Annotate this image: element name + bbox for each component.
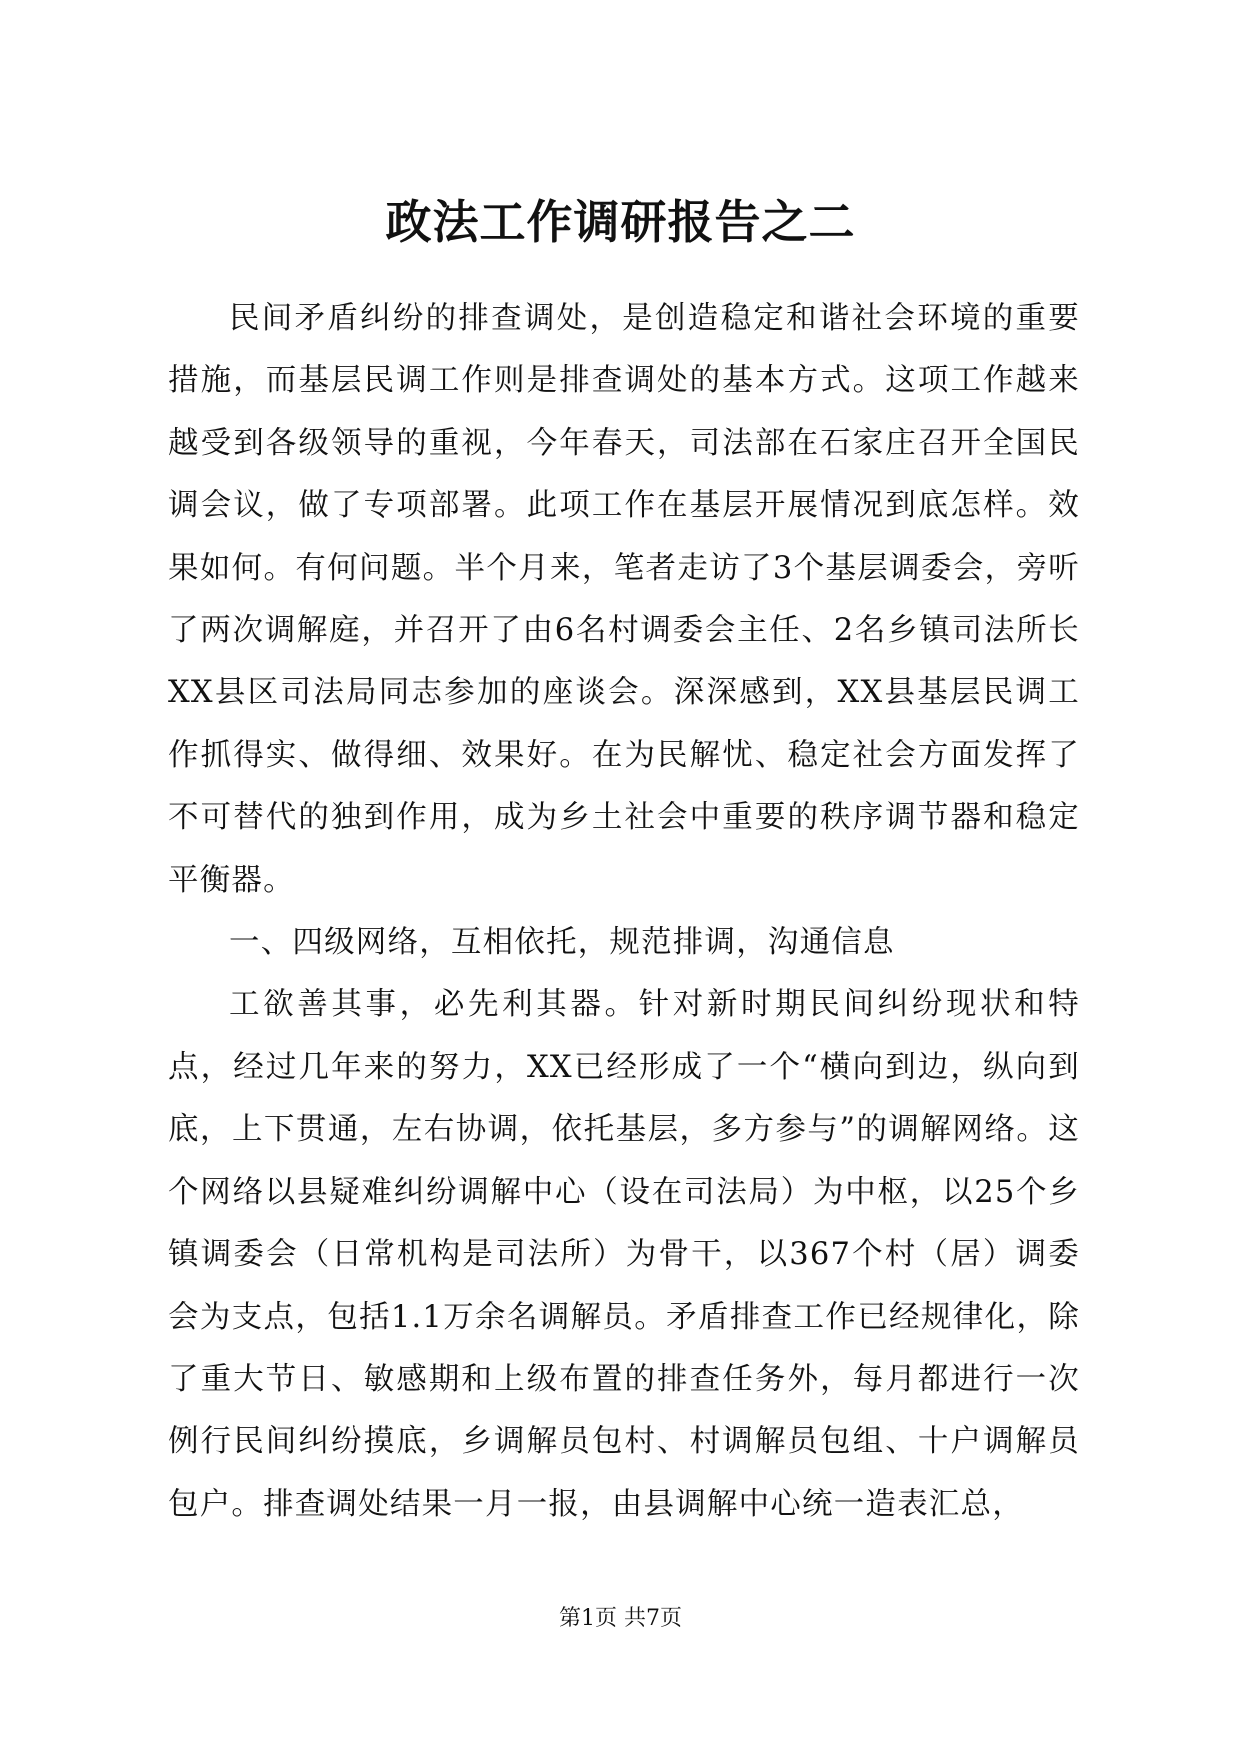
intro-paragraph: 民间矛盾纠纷的排查调处，是创造稳定和谐社会环境的重要措施，而基层民调工作则是排查调处的基本方式。这项工作越来越受到各级领导的重视，今年春天，司法部在石家庄召开全国民调会议，做了专项部署。此项工作在基层开展情况到底怎样。效果如何。有何问题。半个月来，笔者走访了3个基层调委会，旁听了两次调解庭，并召开了由6名村调委会主任、2名乡镇司法所长XX县区司法局同志参加的座谈会。深深感到，XX县基层民调工作抓得实、做得细、效果好。在为民解忧、稳定社会方面发挥了不可替代的独到作用，成为乡土社会中重要的秩序调节器和稳定平衡器。 bbox=[168, 301, 1080, 898]
document-title: 政法工作调研报告之二 bbox=[385, 195, 856, 249]
section-heading: 一、四级网络，互相依托，规范排调，沟通信息 bbox=[229, 925, 895, 961]
page-footer bbox=[0, 1604, 1241, 1634]
document-body bbox=[168, 288, 1080, 1536]
section-paragraph: 工欲善其事，必先利其器。针对新时期民间纠纷现状和特点，经过几年来的努力，XX已经形成了一个“横向到边，纵向到底，上下贯通，左右协调，依托基层，多方参与”的调解网络。这个网络以县疑难纠纷调解中心（设在司法局）为中枢，以25个乡镇调委会（日常机构是司法所）为骨干，以367个村（居）调委会为支点，包括1.1万余名调解员。矛盾排查工作已经规律化，除了重大节日、敏感期和上级布置的排查任务外，每月都进行一次例行民间纠纷摸底，乡调解员包村、村调解员包组、十户调解员包户。排查调处结果一月一报，由县调解中心统一造表汇总， bbox=[168, 987, 1080, 1522]
page-number-label: 第1页 共7页 bbox=[559, 1606, 682, 1631]
